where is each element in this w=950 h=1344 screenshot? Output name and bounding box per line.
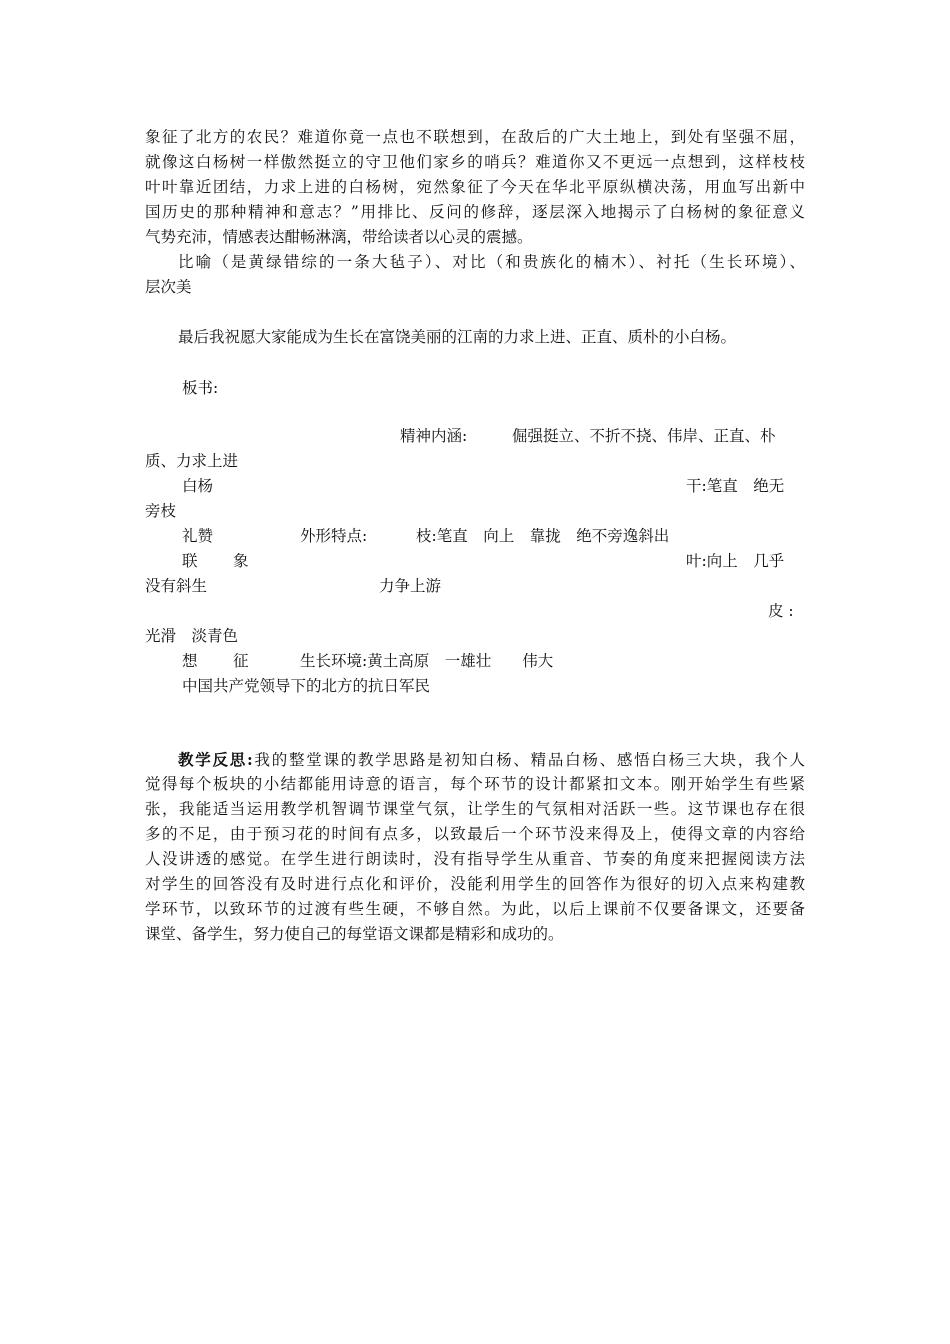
board-baiyang: 白杨 — [182, 477, 214, 495]
reflection-first-text: 我的整堂课的教学思路是初知白杨、精品白杨、感悟白杨三大块，我个人 — [252, 751, 805, 769]
para1-line-4: 国历史的那种精神和意志？”用排比、反问的修辞，逐层深入地揭示了白杨树的象征意义 — [145, 203, 805, 221]
board-symbol: 中国共产党领导下的北方的抗日军民 — [182, 677, 431, 695]
board-xiang2: 想 — [182, 652, 198, 670]
reflection-line-2: 觉得每个板块的小结都能用诗意的语言，每个环节的设计都紧扣文本。刚开始学生有些紧 — [145, 775, 805, 793]
board-environment: 生长环境:黄土高原 一雄壮 伟大 — [300, 652, 554, 670]
board-zheng: 征 — [233, 652, 249, 670]
board-appearance-label: 外形特点: — [300, 527, 368, 545]
board-branch: 枝:笔直 向上 靠拢 绝不旁逸斜出 — [416, 527, 670, 545]
reflection-line-4: 多的不足，由于预习花的时间有点多，以致最后一个环节没来得及上，使得文章的内容给 — [145, 825, 805, 843]
board-leaf-cont: 没有斜生 — [145, 577, 208, 595]
reflection-line-7: 学环节，以致环节的过渡有些生硬，不够自然。为此，以后上课前不仅要备课文，还要备 — [145, 900, 805, 918]
para1-line-2: 就像这白杨树一样傲然挺立的守卫他们家乡的哨兵？难道你又不更远一点想到，这样枝枝 — [145, 153, 805, 171]
reflection-line-5: 人没讲透的感觉。在学生进行朗读时，没有指导学生从重音、节奏的角度来把握阅读方法 — [145, 850, 805, 868]
board-spirit-label: 精神内涵: — [400, 427, 468, 445]
closing-line: 最后我祝愿大家能成为生长在富饶美丽的江南的力求上进、正直、质朴的小白杨。 — [178, 328, 737, 346]
board-lizan: 礼赞 — [182, 527, 214, 545]
board-trunk: 干:笔直 绝无 — [686, 477, 785, 495]
board-spirit-value: 倔强挺立、不折不挠、伟岸、正直、朴 — [512, 427, 776, 445]
reflection-first-line — [178, 747, 805, 773]
reflection-label: 教学反思: — [178, 750, 253, 769]
para1-line-5: 气势充沛，情感表达酣畅淋漓，带给读者以心灵的震撼。 — [145, 228, 533, 246]
reflection-line-8: 课堂、备学生，努力使自己的每堂语文课都是精彩和成功的。 — [145, 925, 564, 943]
board-bark: 皮 : — [768, 602, 794, 620]
board-xiang: 象 — [233, 552, 249, 570]
para2-line-2: 层次美 — [145, 278, 192, 296]
board-leaf-cont2: 力争上游 — [379, 577, 442, 595]
board-trunk-cont: 旁枝 — [145, 502, 177, 520]
board-spirit-cont: 质、力求上进 — [145, 452, 239, 470]
board-heading: 板书: — [182, 379, 219, 397]
reflection-line-3: 张，我能适当运用教学机智调节课堂气氛，让学生的气氛相对活跃一些。这节课也存在很 — [145, 800, 805, 818]
reflection-line-6: 对学生的回答没有及时进行点化和评价，没能利用学生的回答作为很好的切入点来构建教 — [145, 875, 805, 893]
para2-line-1: 比喻（是黄绿错综的一条大毡子）、对比（和贵族化的楠木）、衬托（生长环境）、 — [178, 253, 805, 271]
board-bark-cont: 光滑 淡青色 — [145, 627, 239, 645]
para1-line-1: 象征了北方的农民？难道你竟一点也不联想到，在敌后的广大土地上，到处有坚强不屈， — [145, 128, 805, 146]
board-leaf: 叶:向上 几乎 — [686, 552, 785, 570]
para1-line-3: 叶叶靠近团结，力求上进的白杨树，宛然象征了今天在华北平原纵横决荡，用血写出新中 — [145, 178, 805, 196]
board-lian: 联 — [182, 552, 198, 570]
